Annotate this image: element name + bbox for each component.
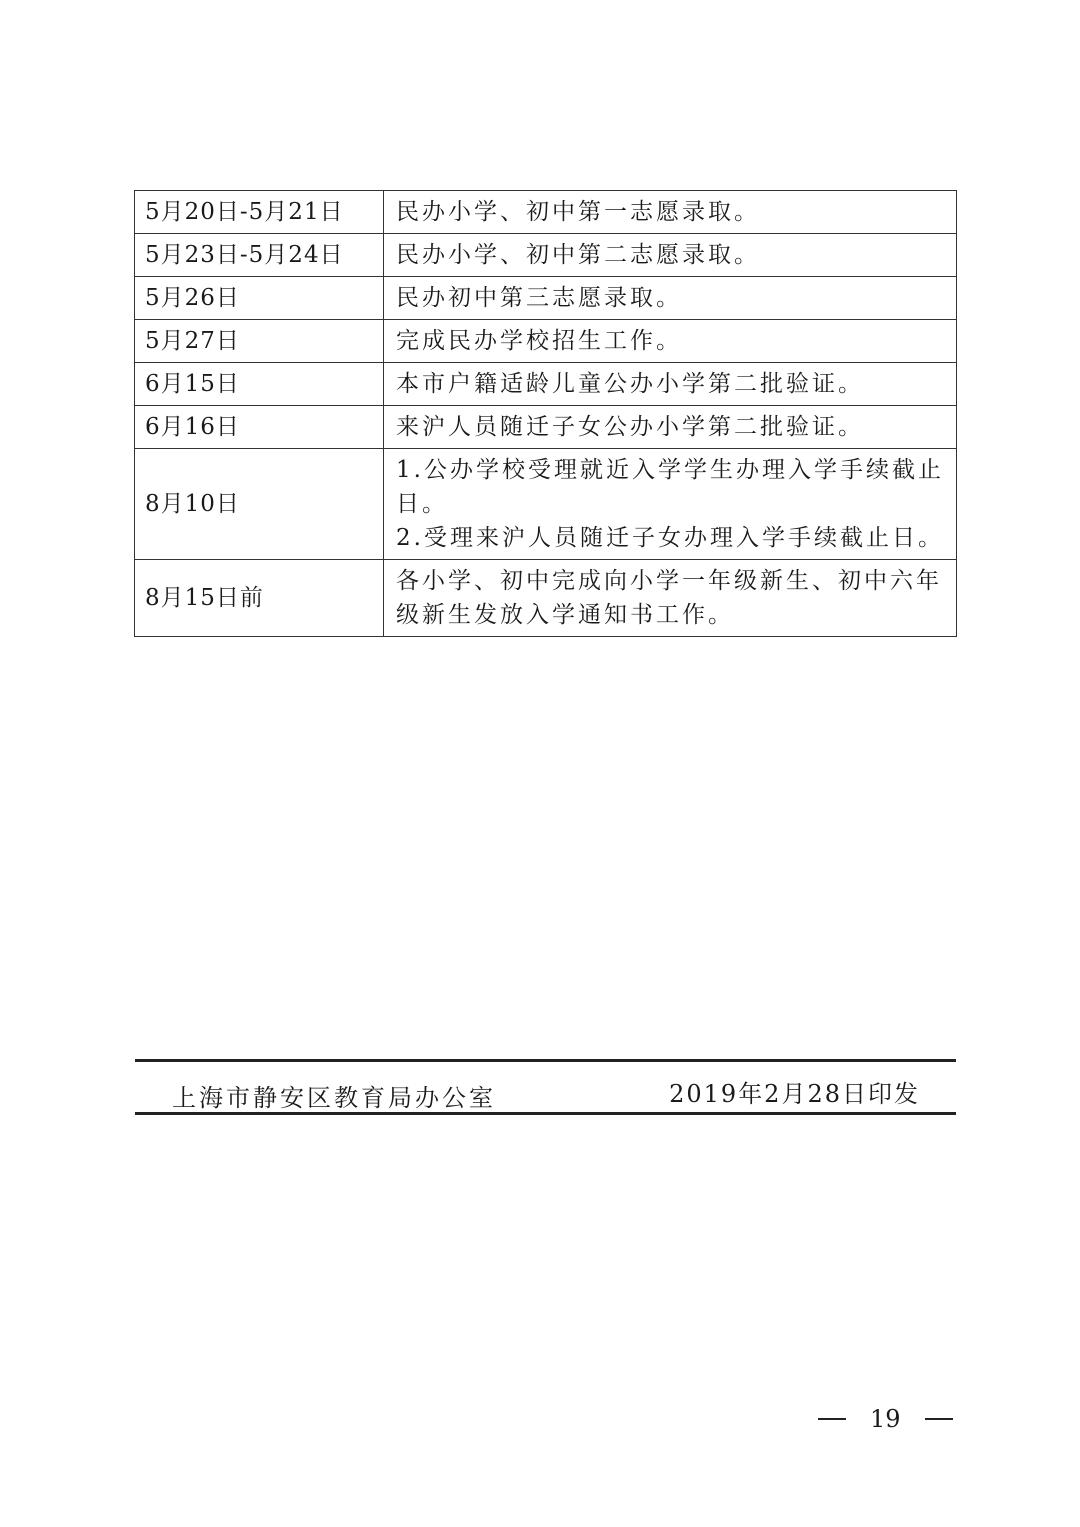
- issue-date: 2019年2月28日印发: [669, 1080, 920, 1108]
- table-row: [135, 406, 957, 449]
- table-row: [135, 560, 957, 637]
- task-cell: 各小学、初中完成向小学一年级新生、初中六年级新生发放入学通知书工作。: [384, 560, 957, 637]
- task-cell: 本市户籍适龄儿童公办小学第二批验证。: [384, 363, 957, 406]
- table-row: [135, 363, 957, 406]
- table-row: [135, 320, 957, 363]
- dash-right: [925, 1418, 953, 1420]
- date-cell: 5月27日: [135, 320, 384, 363]
- table-row: [135, 277, 957, 320]
- date-cell: 5月26日: [135, 277, 384, 320]
- table-row: [135, 449, 957, 560]
- table-row: [135, 191, 957, 234]
- date-cell: 8月10日: [135, 449, 384, 560]
- page-number-value: 19: [870, 1405, 901, 1433]
- page-number: [818, 1405, 953, 1433]
- date-cell: 6月16日: [135, 406, 384, 449]
- date-cell: 5月23日-5月24日: [135, 234, 384, 277]
- task-cell: 民办小学、初中第一志愿录取。: [384, 191, 957, 234]
- dash-left: [818, 1418, 846, 1420]
- task-cell: 民办初中第三志愿录取。: [384, 277, 957, 320]
- schedule-table: [134, 190, 957, 637]
- issuer-name: 上海市静安区教育局办公室: [172, 1084, 496, 1112]
- date-cell: 6月15日: [135, 363, 384, 406]
- task-cell: 民办小学、初中第二志愿录取。: [384, 234, 957, 277]
- footer-bottom-rule: [135, 1112, 956, 1115]
- task-cell: 来沪人员随迁子女公办小学第二批验证。: [384, 406, 957, 449]
- task-cell: 1.公办学校受理就近入学学生办理入学手续截止日。 2.受理来沪人员随迁子女办理入学手续截止日。: [384, 449, 957, 560]
- date-cell: 5月20日-5月21日: [135, 191, 384, 234]
- task-cell: 完成民办学校招生工作。: [384, 320, 957, 363]
- date-cell: 8月15日前: [135, 560, 384, 637]
- footer-top-rule: [135, 1059, 956, 1062]
- table-row: [135, 234, 957, 277]
